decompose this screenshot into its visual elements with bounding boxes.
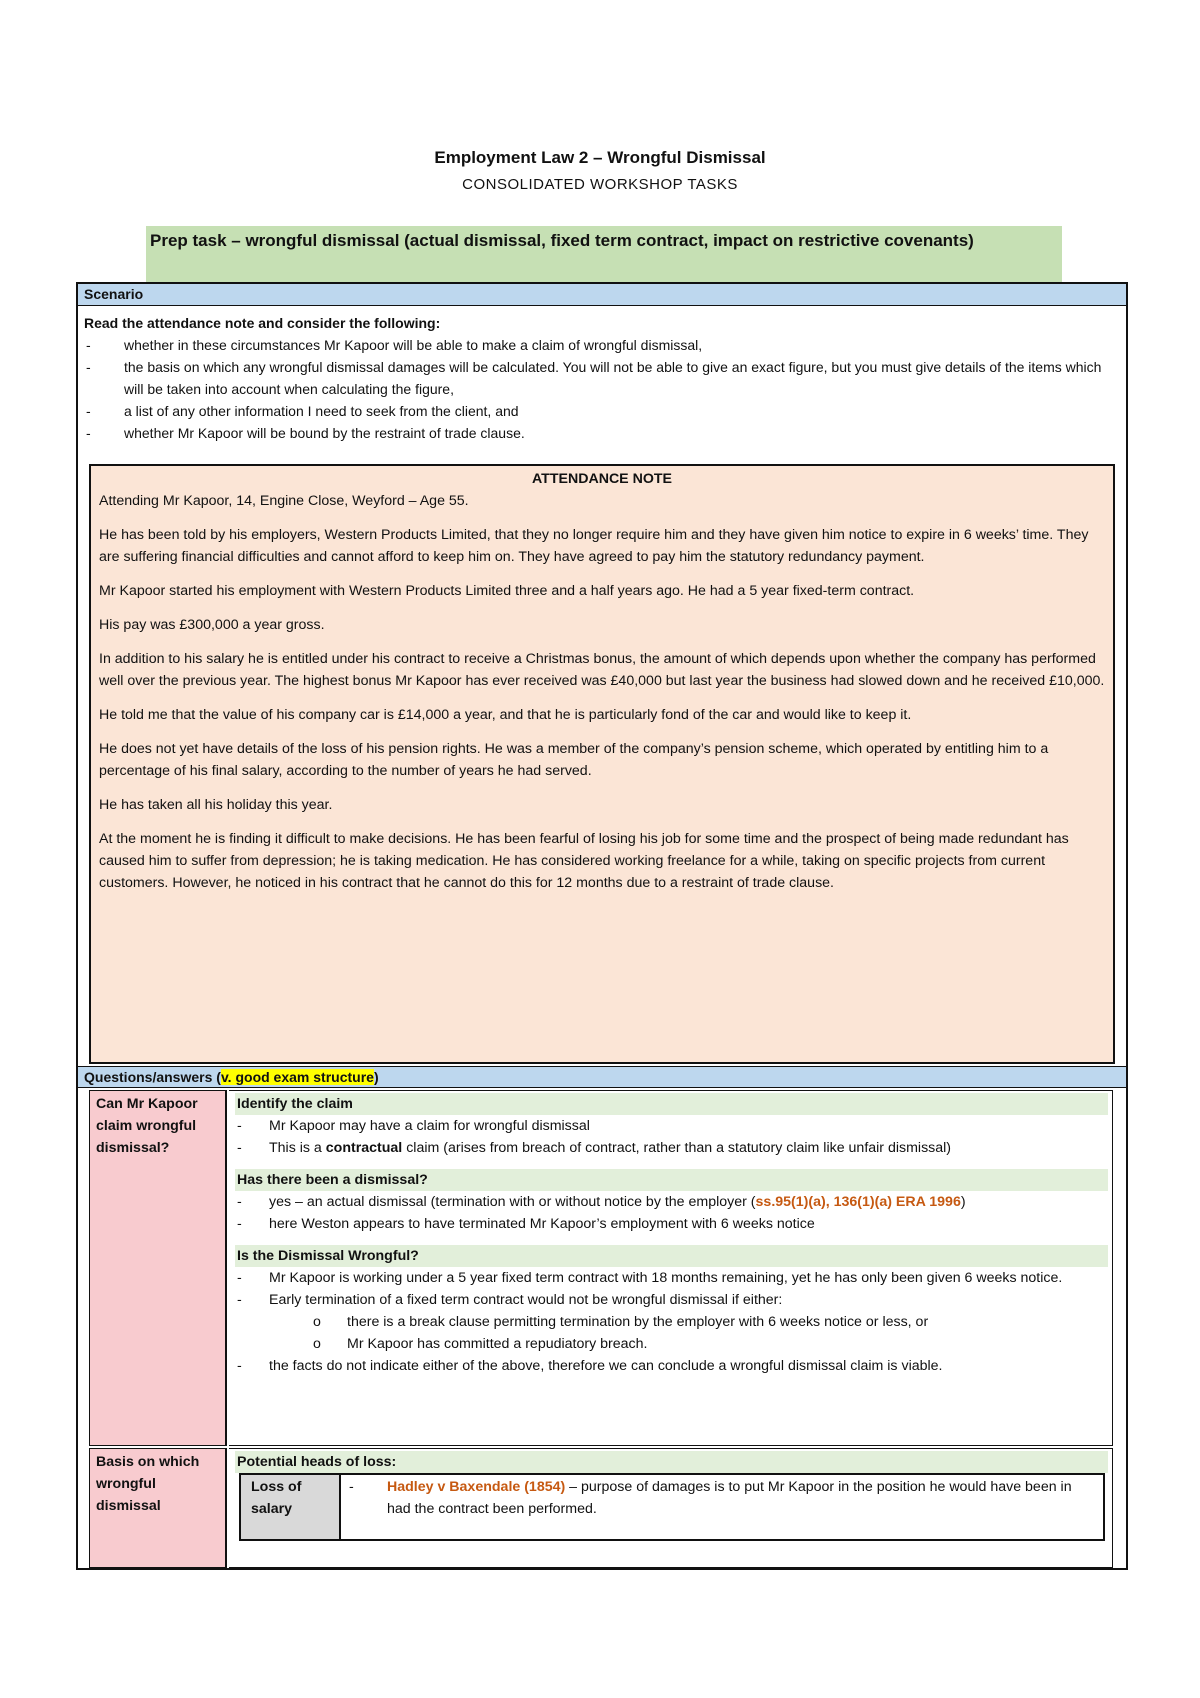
- attendance-intro: Attending Mr Kapoor, 14, Engine Close, Weyford – Age 55.: [99, 493, 469, 509]
- attendance-paragraph: Mr Kapoor started his employment with Western Products Limited three and a half years ago. He had a 5 year fixed-term contract.: [99, 583, 915, 599]
- scenario-item: - a list of any other information I need to seek from the client, and: [84, 400, 1114, 422]
- answer-item: [235, 1137, 1106, 1159]
- answer-cell: [229, 1448, 1113, 1568]
- answer-item: [235, 1289, 1106, 1311]
- dismissal-heading: Has there been a dismissal?: [235, 1169, 1108, 1191]
- answer-item: - the facts do not indicate either of the above, therefore we can conclude a wrongful dismissal claim is viable.: [235, 1355, 1106, 1377]
- answer-text: ): [960, 1194, 966, 1210]
- scenario-lead: Read the attendance note and consider the following:: [84, 315, 441, 331]
- answer-subitem: o Mr Kapoor has committed a repudiatory breach.: [235, 1333, 1106, 1355]
- qa-label-end: ): [373, 1069, 379, 1085]
- question-cell: Can Mr Kapoor claim wrongful dismissal?: [89, 1090, 227, 1446]
- questions-answers-bar: [78, 1066, 1126, 1088]
- answer-text: – purpose of damages is to put Mr Kapoor in the position he would have been in had the contract been performed.: [387, 1479, 1072, 1517]
- attendance-paragraph: In addition to his salary he is entitled under his contract to receive a Christmas bonus, the amount of which depends upon whether the company has performed well over the previous year. The highest bonus Mr Kapoor has ever received was £40,000 but last year the business had slowed down and he received £10,000.: [99, 651, 1105, 689]
- heads-of-loss-heading: Potential heads of loss:: [235, 1451, 1108, 1473]
- attendance-paragraph: At the moment he is finding it difficult to make decisions. He has been fearful of losing his job for some time and the prospect of being made redundant has caused him to suffer from depression; he is taking medication. He has considered working freelance for a while, taking on specific projects from current customers. However, he noticed in his contract that he cannot do this for 12 months due to a restraint of trade clause.: [99, 831, 1069, 891]
- wrongful-heading: Is the Dismissal Wrongful?: [235, 1245, 1108, 1267]
- workshop-table: [76, 282, 1128, 1570]
- attendance-heading: ATTENDANCE NOTE: [531, 471, 673, 487]
- question-cell: Basis on which wrongful dismissal: [89, 1448, 227, 1568]
- scenario-instructions: [84, 312, 1114, 444]
- qa-highlight: v. good exam structure: [220, 1069, 374, 1085]
- attendance-note: [89, 464, 1115, 1064]
- attendance-paragraph: He does not yet have details of the loss of his pension rights. He was a member of the company’s pension scheme, which operated by entitling him to a percentage of his final salary, according to the number of years he had served.: [99, 741, 1049, 779]
- answer-text: Early termination of a fixed term contract would not be wrongful dismissal if either:: [269, 1292, 783, 1308]
- scenario-item: - whether in these circumstances Mr Kapoor will be able to make a claim of wrongful dismissal,: [84, 334, 1114, 356]
- loss-of-salary-label: Loss of salary: [241, 1475, 341, 1539]
- qa-label: Questions/answers (: [84, 1069, 221, 1085]
- document-title: Employment Law 2 – Wrongful Dismissal: [434, 148, 766, 167]
- answer-item: [235, 1191, 1106, 1213]
- answer-item: - Mr Kapoor may have a claim for wrongful dismissal: [235, 1115, 1106, 1137]
- case-reference: Hadley v Baxendale (1854): [387, 1479, 566, 1495]
- answer-item: - Mr Kapoor is working under a 5 year fixed term contract with 18 months remaining, yet he has only been given 6 weeks notice.: [235, 1267, 1106, 1289]
- loss-of-salary-detail: [343, 1475, 1103, 1539]
- answer-cell: [229, 1090, 1113, 1446]
- attendance-paragraph: He has been told by his employers, Western Products Limited, that they no longer require him and they have given him notice to expire in 6 weeks’ time. They are suffering financial difficulties and cannot afford to keep him on. They have agreed to pay him the statutory redundancy payment.: [99, 527, 1089, 565]
- answer-bold: contractual: [325, 1140, 403, 1156]
- attendance-paragraph: His pay was £300,000 a year gross.: [99, 617, 325, 633]
- scenario-item: - the basis on which any wrongful dismissal damages will be calculated. You will not be able to give an exact figure, but you must give details of the items which will be taken into account when calculating the figure,: [84, 356, 1114, 400]
- identify-claim-heading: Identify the claim: [235, 1093, 1108, 1115]
- answer-item: - here Weston appears to have terminated Mr Kapoor’s employment with 6 weeks notice: [235, 1213, 1106, 1235]
- statute-reference: ss.95(1)(a), 136(1)(a) ERA 1996: [755, 1194, 961, 1210]
- answer-text: This is a: [269, 1140, 326, 1156]
- answer-text: yes – an actual dismissal (termination with or without notice by the employer (: [269, 1194, 756, 1210]
- attendance-paragraph: He told me that the value of his company car is £14,000 a year, and that he is particularly fond of the car and would like to keep it.: [99, 707, 912, 723]
- document-subtitle: CONSOLIDATED WORKSHOP TASKS: [462, 176, 738, 193]
- scenario-bar: Scenario: [78, 284, 1126, 306]
- answer-text: claim (arises from breach of contract, rather than a statutory claim like unfair dismissal): [402, 1140, 952, 1156]
- answer-subitem: o there is a break clause permitting termination by the employer with 6 weeks notice or less, or: [235, 1311, 1106, 1333]
- loss-detail-text: [387, 1476, 1097, 1520]
- dash-marker: -: [349, 1479, 354, 1495]
- attendance-paragraph: He has taken all his holiday this year.: [99, 797, 333, 813]
- loss-table: [239, 1473, 1105, 1541]
- prep-task-heading: Prep task – wrongful dismissal (actual dismissal, fixed term contract, impact on restrictive covenants): [146, 226, 1062, 282]
- scenario-item: - whether Mr Kapoor will be bound by the restraint of trade clause.: [84, 422, 1114, 444]
